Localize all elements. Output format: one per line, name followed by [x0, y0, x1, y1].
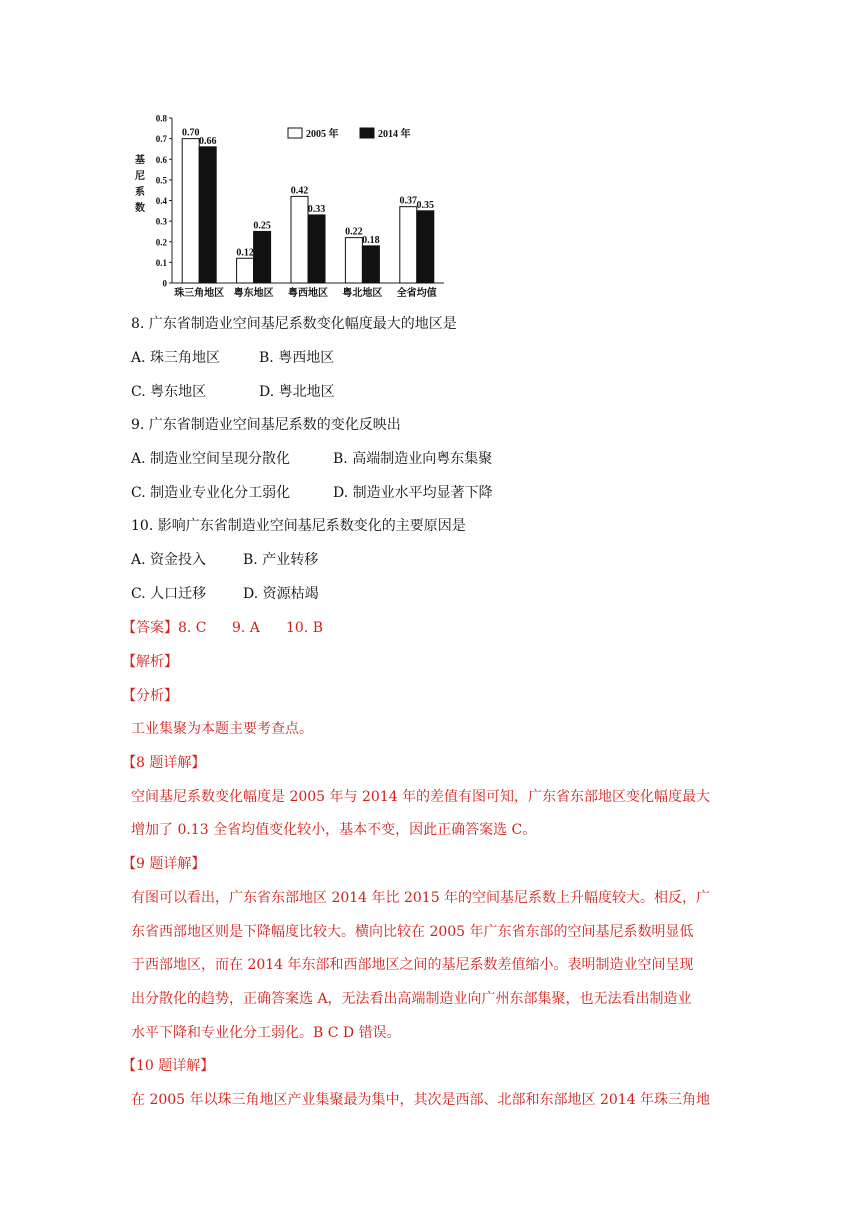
- q9-stem: 9. 广东省制造业空间基尼系数的变化反映出: [131, 417, 401, 433]
- q10-option-c[interactable]: C. 人口迁移: [131, 586, 207, 602]
- y-tick-label: 0.3: [155, 216, 167, 227]
- bar-2005: [400, 207, 417, 283]
- fenxi-heading: 【分析】: [122, 688, 178, 704]
- x-category-label: 全省均值: [396, 288, 437, 299]
- q8-options-row2: [131, 382, 335, 402]
- x-category-label: 粤北地区: [342, 288, 383, 299]
- q10-option-b[interactable]: B. 产业转移: [243, 552, 319, 568]
- y-axis-title-char: 数: [135, 203, 145, 214]
- detail-9-line1: 有图可以看出，广东省东部地区 2014 年比 2015 年的空间基尼系数上升幅度较大。相反，广: [131, 890, 711, 906]
- bar-value-label: 0.12: [236, 247, 254, 259]
- q8-stem: 8. 广东省制造业空间基尼系数变化幅度最大的地区是: [131, 316, 457, 332]
- q8-option-a[interactable]: A. 珠三角地区: [131, 350, 221, 366]
- detail-9-line2: 东省西部地区则是下降幅度比较大。横向比较在 2005 年广东省东部的空间基尼系数明显低: [131, 924, 694, 940]
- q9-option-c[interactable]: C. 制造业专业化分工弱化: [131, 485, 291, 501]
- legend-swatch-2005: [288, 128, 302, 138]
- q10-options-row2: [131, 584, 319, 604]
- bar-value-label: 0.33: [307, 203, 326, 215]
- detail-9-line4: 出分散化的趋势，正确答案选 A，无法看出高端制造业向广州东部集聚，也无法看出制造业: [131, 991, 692, 1007]
- y-axis-title-char: 系: [135, 187, 145, 198]
- q10-options-row1: [131, 550, 318, 570]
- detail-9-heading: 【9 题详解】: [122, 856, 206, 872]
- legend-swatch-2014: [360, 128, 374, 138]
- q10-option-a[interactable]: A. 资金投入: [131, 552, 207, 568]
- y-tick-label: 0.6: [155, 154, 167, 165]
- fenxi-text: 工业集聚为本题主要考查点。: [131, 721, 313, 737]
- bar-2014: [254, 231, 271, 283]
- y-tick-label: 0.1: [155, 257, 167, 268]
- bar-2005: [237, 258, 254, 283]
- q8-options-row1: [131, 348, 334, 368]
- x-category-label: 粤东地区: [233, 288, 274, 299]
- y-axis-title-char: 尼: [135, 171, 145, 182]
- y-tick-label: 0.8: [155, 113, 167, 124]
- y-tick-label: 0.7: [155, 134, 167, 145]
- analysis-heading: 【解析】: [122, 654, 178, 670]
- bar-value-label: 0.18: [362, 234, 380, 246]
- chart-svg: [128, 108, 448, 300]
- legend-label: 2005 年: [306, 129, 339, 140]
- bar-value-label: 0.70: [181, 127, 200, 139]
- detail-10-heading: 【10 题详解】: [122, 1058, 215, 1074]
- detail-10-line1: 在 2005 年以珠三角地区产业集聚最为集中，其次是西部、北部和东部地区 2014 年珠三角地: [131, 1092, 711, 1108]
- bar-2005: [291, 196, 308, 283]
- bar-2014: [417, 211, 434, 283]
- legend-label: 2014 年: [378, 129, 411, 140]
- answer-line: [122, 618, 323, 638]
- detail-9-line3: 于西部地区，而在 2014 年东部和西部地区之间的基尼系数差值缩小。表明制造业空间呈现: [131, 957, 694, 973]
- q10-stem: 10. 影响广东省制造业空间基尼系数变化的主要原因是: [131, 518, 466, 534]
- bar-value-label: 0.35: [416, 199, 435, 211]
- q9-options-row2: [131, 483, 493, 503]
- q9-option-d[interactable]: D. 制造业水平均显著下降: [333, 485, 493, 501]
- answer-10: 10. B: [286, 620, 324, 636]
- x-category-label: 珠三角地区: [174, 288, 225, 299]
- answer-9: 9. A: [232, 620, 260, 636]
- bar-value-label: 0.22: [345, 226, 363, 238]
- y-tick-label: 0.5: [155, 175, 167, 186]
- bar-2005: [182, 139, 199, 283]
- q9-options-row1: [131, 449, 492, 469]
- q9-option-a[interactable]: A. 制造业空间呈现分散化: [131, 451, 291, 467]
- bar-value-label: 0.37: [399, 195, 418, 207]
- q8-option-d[interactable]: D. 粤北地区: [259, 384, 335, 400]
- bar-2014: [362, 246, 379, 283]
- q8-option-b[interactable]: B. 粤西地区: [259, 350, 335, 366]
- q10-option-d[interactable]: D. 资源枯竭: [243, 586, 319, 602]
- detail-8-line2: 增加了 0.13 全省均值变化较小，基本不变，因此正确答案选 C。: [131, 822, 537, 838]
- y-axis-title-char: 基: [135, 155, 145, 166]
- detail-9-line5: 水平下降和专业化分工弱化。B C D 错误。: [131, 1025, 401, 1041]
- answer-8: 8. C: [178, 620, 207, 636]
- bar-2014: [199, 147, 216, 283]
- gini-bar-chart: [128, 108, 448, 300]
- bar-value-label: 0.25: [253, 220, 271, 232]
- q9-option-b[interactable]: B. 高端制造业向粤东集聚: [333, 451, 493, 467]
- answer-label: 【答案】: [122, 620, 178, 636]
- bar-2005: [345, 238, 362, 283]
- bar-value-label: 0.66: [198, 135, 217, 147]
- detail-8-heading: 【8 题详解】: [122, 755, 206, 771]
- y-tick-label: 0.4: [155, 196, 167, 206]
- q8-option-c[interactable]: C. 粤东地区: [131, 384, 207, 400]
- y-tick-label: 0: [162, 278, 167, 289]
- bar-value-label: 0.42: [290, 185, 309, 197]
- y-tick-label: 0.2: [155, 237, 167, 248]
- bar-2014: [308, 215, 325, 283]
- x-category-label: 粤西地区: [288, 288, 328, 299]
- detail-8-line1: 空间基尼系数变化幅度是 2005 年与 2014 年的差值有图可知，广东省东部地区变化幅度最大: [131, 789, 711, 805]
